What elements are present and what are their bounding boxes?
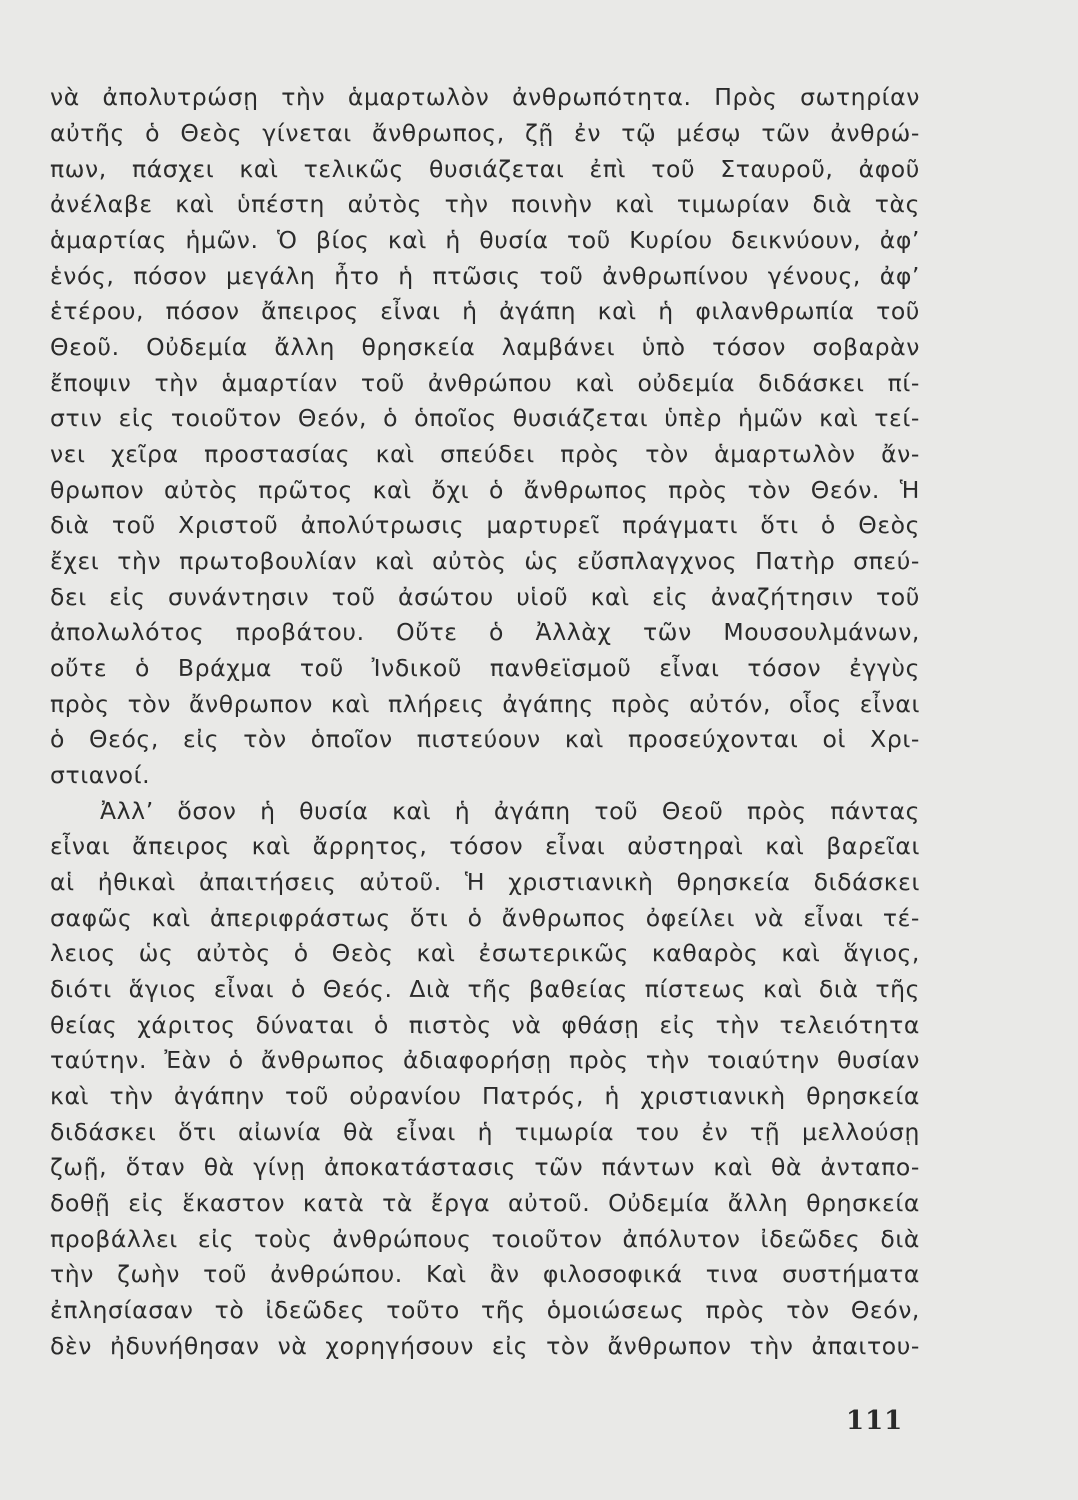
text-line: προβάλλει εἰς τοὺς ἀνθρώπους τοιοῦτον ἀπόλυτον ἰδεῶδες διὰ	[50, 1225, 920, 1253]
text-line: ἐπλησίασαν τὸ ἰδεῶδες τοῦτο τῆς ὁμοιώσεως πρὸς τὸν Θεόν,	[50, 1296, 920, 1324]
text-line: ἁμαρτίας ἡμῶν. Ὁ βίος καὶ ἡ θυσία τοῦ Κυρίου δεικνύουν, ἀφ’	[50, 226, 920, 254]
text-line: θρωπον αὐτὸς πρῶτος καὶ ὄχι ὁ ἄνθρωπος πρὸς τὸν Θεόν. Ἡ	[50, 476, 920, 504]
text-line: εἶναι ἄπειρος καὶ ἄρρητος, τόσον εἶναι αὐστηραὶ καὶ βαρεῖαι	[50, 832, 920, 860]
text-line: διότι ἅγιος εἶναι ὁ Θεός. Διὰ τῆς βαθείας πίστεως καὶ διὰ τῆς	[50, 975, 920, 1003]
text-line: αἱ ἠθικαὶ ἀπαιτήσεις αὐτοῦ. Ἡ χριστιανικὴ θρησκεία διδάσκει	[50, 868, 920, 896]
text-line: ἑνός, πόσον μεγάλη ἦτο ἡ πτῶσις τοῦ ἀνθρωπίνου γένους, ἀφ’	[50, 262, 920, 290]
text-line: ἔχει τὴν πρωτοβουλίαν καὶ αὐτὸς ὡς εὔσπλαγχνος Πατὴρ σπεύ-	[50, 547, 920, 575]
text-line: δοθῇ εἰς ἕκαστον κατὰ τὰ ἔργα αὐτοῦ. Οὐδεμία ἄλλη θρησκεία	[50, 1189, 920, 1217]
text-line: δει εἰς συνάντησιν τοῦ ἀσώτου υἱοῦ καὶ εἰς ἀναζήτησιν τοῦ	[50, 583, 920, 611]
text-line: ἑτέρου, πόσον ἄπειρος εἶναι ἡ ἀγάπη καὶ ἡ φιλανθρωπία τοῦ	[50, 297, 920, 325]
text-line: ἀνέλαβε καὶ ὑπέστη αὐτὸς τὴν ποινὴν καὶ τιμωρίαν διὰ τὰς	[50, 190, 920, 218]
text-line: θείας χάριτος δύναται ὁ πιστὸς νὰ φθάσῃ εἰς τὴν τελειότητα	[50, 1011, 920, 1039]
text-line: δὲν ἠδυνήθησαν νὰ χορηγήσουν εἰς τὸν ἄνθρωπον τὴν ἀπαιτου-	[50, 1332, 920, 1360]
text-line: ταύτην. Ἐὰν ὁ ἄνθρωπος ἀδιαφορήσῃ πρὸς τὴν τοιαύτην θυσίαν	[50, 1046, 920, 1074]
text-line: στιν εἰς τοιοῦτον Θεόν, ὁ ὁποῖος θυσιάζεται ὑπὲρ ἡμῶν καὶ τεί-	[50, 404, 920, 432]
text-line: πων, πάσχει καὶ τελικῶς θυσιάζεται ἐπὶ τοῦ Σταυροῦ, ἀφοῦ	[50, 155, 920, 183]
text-line: αὐτῆς ὁ Θεὸς γίνεται ἄνθρωπος, ζῇ ἐν τῷ μέσῳ τῶν ἀνθρώ-	[50, 119, 920, 147]
text-line: διδάσκει ὅτι αἰωνία θὰ εἶναι ἡ τιμωρία του ἐν τῇ μελλούσῃ	[50, 1118, 920, 1146]
text-line: καὶ τὴν ἀγάπην τοῦ οὐρανίου Πατρός, ἡ χριστιανικὴ θρησκεία	[50, 1082, 920, 1110]
text-line: νει χεῖρα προστασίας καὶ σπεύδει πρὸς τὸν ἁμαρτωλὸν ἄν-	[50, 440, 920, 468]
paragraph-first-line: Ἀλλ’ ὅσον ἡ θυσία καὶ ἡ ἀγάπη τοῦ Θεοῦ πρὸς πάντας	[100, 797, 920, 825]
page-number: 111	[846, 1406, 904, 1436]
text-line: τὴν ζωὴν τοῦ ἀνθρώπου. Καὶ ἂν φιλοσοφικά τινα συστήματα	[50, 1260, 920, 1288]
text-line: Θεοῦ. Οὐδεμία ἄλλη θρησκεία λαμβάνει ὑπὸ τόσον σοβαρὰν	[50, 333, 920, 361]
text-line: πρὸς τὸν ἄνθρωπον καὶ πλήρεις ἀγάπης πρὸς αὐτόν, οἷος εἶναι	[50, 690, 920, 718]
text-line: νὰ ἀπολυτρώσῃ τὴν ἁμαρτωλὸν ἀνθρωπότητα. Πρὸς σωτηρίαν	[50, 83, 920, 111]
text-line: λειος ὡς αὐτὸς ὁ Θεὸς καὶ ἐσωτερικῶς καθαρὸς καὶ ἅγιος,	[50, 939, 920, 967]
text-line: σαφῶς καὶ ἀπεριφράστως ὅτι ὁ ἄνθρωπος ὀφείλει νὰ εἶναι τέ-	[50, 904, 920, 932]
text-line: διὰ τοῦ Χριστοῦ ἀπολύτρωσις μαρτυρεῖ πράγματι ὅτι ὁ Θεὸς	[50, 511, 920, 539]
text-line: ἀπολωλότος προβάτου. Οὔτε ὁ Ἀλλὰχ τῶν Μουσουλμάνων,	[50, 618, 920, 646]
text-line: ἔποψιν τὴν ἁμαρτίαν τοῦ ἀνθρώπου καὶ οὐδεμία διδάσκει πί-	[50, 369, 920, 397]
text-line: ζωῇ, ὅταν θὰ γίνῃ ἀποκατάστασις τῶν πάντων καὶ θὰ ἀνταπο-	[50, 1153, 920, 1181]
text-line: στιανοί.	[50, 761, 151, 789]
text-line: ὁ Θεός, εἰς τὸν ὁποῖον πιστεύουν καὶ προσεύχονται οἱ Χρι-	[50, 725, 920, 753]
text-line: οὔτε ὁ Βράχμα τοῦ Ἰνδικοῦ πανθεϊσμοῦ εἶναι τόσον ἐγγὺς	[50, 654, 920, 682]
